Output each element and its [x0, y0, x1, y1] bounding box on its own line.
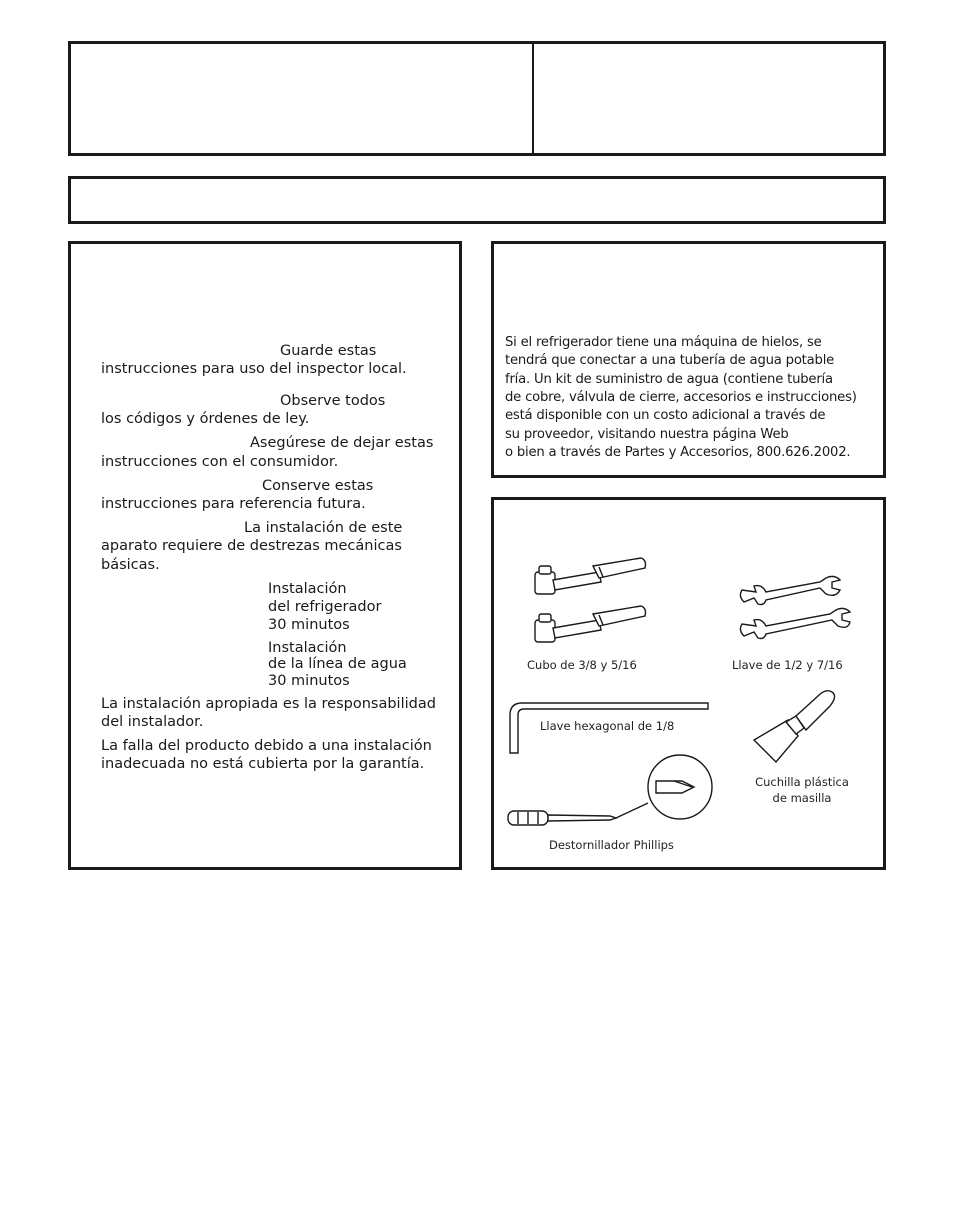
open-end-wrench-icon: [736, 576, 856, 646]
header-box: [68, 41, 886, 156]
time-1-line-1: Instalación: [268, 581, 347, 597]
note-4-rest: instrucciones para referencia futura.: [101, 496, 366, 512]
note-5-rest: aparato requiere de destrezas mecánicas: [101, 538, 402, 554]
note-3-rest: instrucciones con el consumidor.: [101, 454, 339, 470]
time-1-line-2: del refrigerador: [268, 599, 382, 615]
phillips-screwdriver-icon: [506, 757, 721, 837]
ice-maker-line-5: está disponible con un costo adicional a través de: [505, 408, 826, 423]
note-1-first: Guarde estas: [280, 343, 377, 359]
putty-knife-icon: [746, 690, 846, 770]
ice-maker-box: [491, 241, 886, 478]
putty-knife-caption-2: de masilla: [772, 791, 832, 805]
title-bar: [68, 176, 886, 224]
responsibility-line-1: La instalación apropiada es la responsabilidad: [101, 696, 436, 712]
note-5-rest2: básicas.: [101, 557, 160, 573]
ice-maker-line-3: fría. Un kit de suministro de agua (contiene tubería: [505, 372, 833, 387]
time-1-line-3: 30 minutos: [268, 617, 350, 633]
warranty-line-1: La falla del producto debido a una instalación: [101, 738, 432, 754]
wrench-caption: Llave de 1/2 y 7/16: [732, 658, 843, 672]
ice-maker-line-7: o bien a través de Partes y Accesorios, 800.626.2002.: [505, 445, 851, 460]
time-2-line-1: Instalación: [268, 640, 347, 656]
ice-maker-line-6: su proveedor, visitando nuestra página Web: [505, 427, 789, 442]
note-2-rest: los códigos y órdenes de ley.: [101, 411, 310, 427]
note-5-first: La instalación de este: [244, 520, 403, 536]
responsibility-line-2: del instalador.: [101, 714, 204, 730]
time-2-line-3: 30 minutos: [268, 673, 350, 689]
warranty-line-2: inadecuada no está cubierta por la garantía.: [101, 756, 425, 772]
note-3-first: Asegúrese de dejar estas: [250, 435, 434, 451]
note-4-first: Conserve estas: [262, 478, 374, 494]
ice-maker-line-2: tendrá que conectar a una tubería de agua potable: [505, 353, 835, 368]
note-2-first: Observe todos: [280, 393, 386, 409]
ratchet-icon: [529, 554, 659, 654]
time-2-line-2: de la línea de agua: [268, 656, 407, 672]
note-1-rest: instrucciones para uso del inspector local.: [101, 361, 407, 377]
phillips-caption: Destornillador Phillips: [549, 838, 674, 852]
socket-caption: Cubo de 3/8 y 5/16: [527, 658, 637, 672]
ice-maker-line-4: de cobre, válvula de cierre, accesorios e instrucciones): [505, 390, 857, 405]
tools-box: [491, 497, 886, 870]
installation-notes-box: [68, 241, 462, 870]
putty-knife-caption-1: Cuchilla plástica: [755, 775, 849, 789]
header-divider: [532, 44, 534, 153]
ice-maker-line-1: Si el refrigerador tiene una máquina de hielos, se: [505, 335, 822, 350]
hex-key-caption: Llave hexagonal de 1/8: [540, 719, 675, 733]
